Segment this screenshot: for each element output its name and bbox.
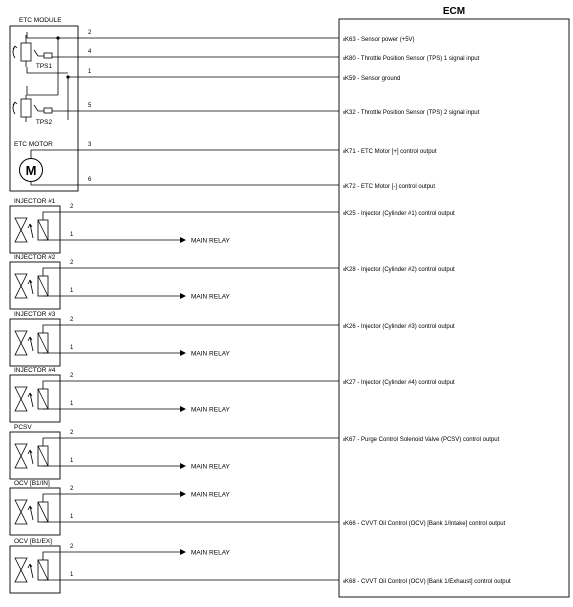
ecm-terminal-label: K68 - CVVT Oil Control (OCV) [Bank 1/Exhaust] control output [345,579,511,585]
etc-motor [14,141,53,182]
ecm-wire [60,522,344,525]
signal-wire [68,69,400,82]
pin-number: 1 [70,458,74,464]
pin-number: 1 [70,232,74,238]
pin-number: 1 [70,401,74,407]
ecm-title: ECM [442,6,466,17]
component-label: PCSV [14,424,32,431]
main-relay-label: MAIN RELAY [191,406,230,414]
ecm-terminal-label: K32 - Throttle Position Sensor (TPS) 2 signal input [345,110,480,116]
relay-arrow-icon [180,237,186,243]
coil-diagonal [38,220,48,240]
component-label: OCV [B1/IN] [14,480,50,487]
ecm-terminal-label: K71 - ETC Motor [+] control output [345,149,437,155]
ecm-wire [60,325,344,328]
pin-number: 1 [70,345,74,351]
ecm-wire [60,381,344,384]
coil-diagonal [38,560,48,580]
main-relay-label: MAIN RELAY [191,350,230,358]
solenoid-row [10,198,455,253]
ecm-terminal-label: K67 - Purge Control Solenoid Valve (PCSV) control output [345,437,500,443]
motor-symbol: M [25,163,37,178]
relay-arrow-icon [180,549,186,555]
signal-wire [52,103,480,116]
signal-wire [52,49,480,62]
valve-symbol [15,387,27,411]
pin-number: 2 [70,260,74,266]
pin-number: 4 [88,49,92,55]
tps1-label: TPS1 [35,63,53,70]
coil-diagonal [38,389,48,409]
component-label: INJECTOR #2 [14,254,56,261]
ecm-terminal-label: K63 - Sensor power (+5V) [345,37,415,43]
etc-module [10,17,78,191]
pin-number: 6 [88,177,92,183]
etc-signal-wires [31,30,480,190]
ecm-wire [60,580,344,583]
coil-diagonal [38,446,48,466]
tps2-label: TPS2 [35,119,53,126]
pin-number: 2 [70,373,74,379]
signal-wire [31,177,435,190]
component-label: INJECTOR #3 [14,311,56,318]
ecm-wire [60,212,344,215]
ecm-wire [60,268,344,271]
ecm-terminal-label: K25 - Injector (Cylinder #1) control output [345,211,455,217]
relay-arrow-icon [180,406,186,412]
solenoid-row [10,480,506,535]
etc-module-label: ETC MODULE [19,17,62,24]
pin-number: 2 [70,430,74,436]
pin-number: 2 [70,204,74,210]
solenoid-box [10,488,60,535]
solenoid-row [10,538,511,593]
component-label: OCV [B1/EX] [14,538,52,545]
coil-diagonal [38,276,48,296]
tps2-sensor [13,95,53,126]
solenoid-box [10,546,60,593]
pin-number: 1 [88,69,92,75]
ecm-terminal-label: K59 - Sensor ground [345,76,401,82]
main-relay-label: MAIN RELAY [191,237,230,245]
pin-number: 5 [88,103,92,109]
pin-number: 1 [70,514,74,520]
component-label: INJECTOR #4 [14,367,56,374]
solenoid-box [10,432,60,479]
ecm-terminal-label: K28 - Injector (Cylinder #2) control output [345,267,455,273]
ecm-terminal-label: K66 - CVVT Oil Control (OCV) [Bank 1/Intake] control output [345,521,506,527]
ecm-terminal-label: K80 - Throttle Position Sensor (TPS) 1 signal input [345,56,480,62]
pin-number: 1 [70,572,74,578]
relay-arrow-icon [180,350,186,356]
arrow-mark [28,280,33,294]
relay-arrow-icon [180,463,186,469]
signal-wire [58,30,415,43]
coil-diagonal [38,333,48,353]
valve-symbol [15,218,27,242]
main-relay-label: MAIN RELAY [191,549,230,557]
arrow-mark [28,564,33,578]
arrow-mark [28,393,33,407]
component-label: INJECTOR #1 [14,198,56,205]
coil-diagonal [38,502,48,522]
solenoid-row [10,367,455,422]
valve-symbol [15,558,27,582]
relay-arrow-icon [180,293,186,299]
etc-motor-label: ETC MOTOR [14,141,53,148]
valve-symbol [15,331,27,355]
pin-number: 2 [70,317,74,323]
relay-arrow-icon [180,491,186,497]
valve-symbol [15,500,27,524]
signal-wire [31,142,437,158]
arrow-mark [28,337,33,351]
main-relay-label: MAIN RELAY [191,293,230,301]
solenoid-box [10,262,60,309]
valve-symbol [15,444,27,468]
valve-symbol [15,274,27,298]
ecm-wire [60,438,344,441]
solenoid-row [10,424,500,479]
solenoid-box [10,206,60,253]
arrow-mark [28,506,33,520]
ecm-block [339,6,569,597]
pin-number: 3 [88,142,92,148]
main-relay-label: MAIN RELAY [191,491,230,499]
pin-number: 2 [88,30,92,36]
arrow-mark [28,450,33,464]
arrow-mark [28,224,33,238]
tps-ground-rail [27,67,68,120]
ecm-terminal-label: K27 - Injector (Cylinder #4) control output [345,380,455,386]
solenoid-row [10,254,455,309]
main-relay-label: MAIN RELAY [191,463,230,471]
ecm-terminal-label: K26 - Injector (Cylinder #3) control output [345,324,455,330]
pin-number: 2 [70,486,74,492]
solenoid-box [10,319,60,366]
tps1-sensor [13,35,53,70]
solenoid-row [10,311,455,366]
pin-number: 2 [70,544,74,550]
solenoid-rows [10,198,511,593]
solenoid-box [10,375,60,422]
pin-number: 1 [70,288,74,294]
ecm-terminal-label: K72 - ETC Motor [-] control output [345,184,436,190]
